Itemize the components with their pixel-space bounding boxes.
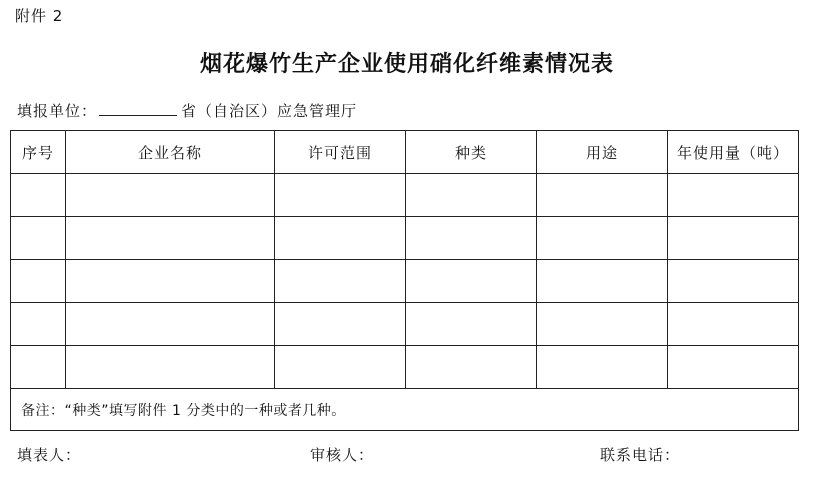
header-index: 序号 — [11, 131, 66, 174]
table-cell — [275, 217, 406, 260]
header-license-scope: 许可范围 — [275, 131, 406, 174]
table-cell — [275, 303, 406, 346]
table-cell — [66, 174, 275, 217]
table-cell — [668, 260, 799, 303]
table-cell — [537, 174, 668, 217]
table-header-row — [11, 131, 799, 174]
table-note-row — [11, 389, 799, 431]
attachment-label: 附件 2 — [15, 7, 64, 25]
table-cell — [11, 174, 66, 217]
table-cell — [406, 260, 537, 303]
table-cell — [537, 217, 668, 260]
fill-unit-line — [17, 100, 357, 121]
fill-unit-label: 填报单位： — [17, 102, 98, 120]
table-cell — [406, 174, 537, 217]
usage-table — [10, 130, 799, 431]
table-cell — [406, 303, 537, 346]
table-cell — [668, 346, 799, 389]
table-note: 备注：“种类”填写附件 1 分类中的一种或者几种。 — [11, 389, 799, 431]
table-cell — [275, 260, 406, 303]
fill-unit-blank — [99, 101, 177, 116]
table-cell — [406, 346, 537, 389]
table-cell — [66, 260, 275, 303]
table-row — [11, 174, 799, 217]
table-cell — [406, 217, 537, 260]
filler-label: 填表人： — [17, 446, 82, 464]
table-cell — [66, 217, 275, 260]
table-cell — [11, 346, 66, 389]
header-annual-usage: 年使用量（吨） — [668, 131, 799, 174]
table-row — [11, 217, 799, 260]
table-cell — [668, 303, 799, 346]
table-cell — [668, 174, 799, 217]
table-cell — [537, 346, 668, 389]
table-row — [11, 303, 799, 346]
fill-unit-suffix: 省（自治区）应急管理厅 — [181, 102, 358, 120]
table-cell — [537, 260, 668, 303]
table-cell — [275, 346, 406, 389]
table-cell — [11, 260, 66, 303]
table-cell — [11, 303, 66, 346]
table-cell — [66, 303, 275, 346]
header-type: 种类 — [406, 131, 537, 174]
header-company-name: 企业名称 — [66, 131, 275, 174]
table-cell — [537, 303, 668, 346]
table-row — [11, 346, 799, 389]
table-cell — [11, 217, 66, 260]
page-title: 烟花爆竹生产企业使用硝化纤维素情况表 — [199, 51, 614, 77]
table-row — [11, 260, 799, 303]
phone-label: 联系电话： — [600, 446, 681, 464]
reviewer-label: 审核人： — [310, 446, 375, 464]
table-cell — [275, 174, 406, 217]
table-cell — [668, 217, 799, 260]
header-purpose: 用途 — [537, 131, 668, 174]
table-cell — [66, 346, 275, 389]
